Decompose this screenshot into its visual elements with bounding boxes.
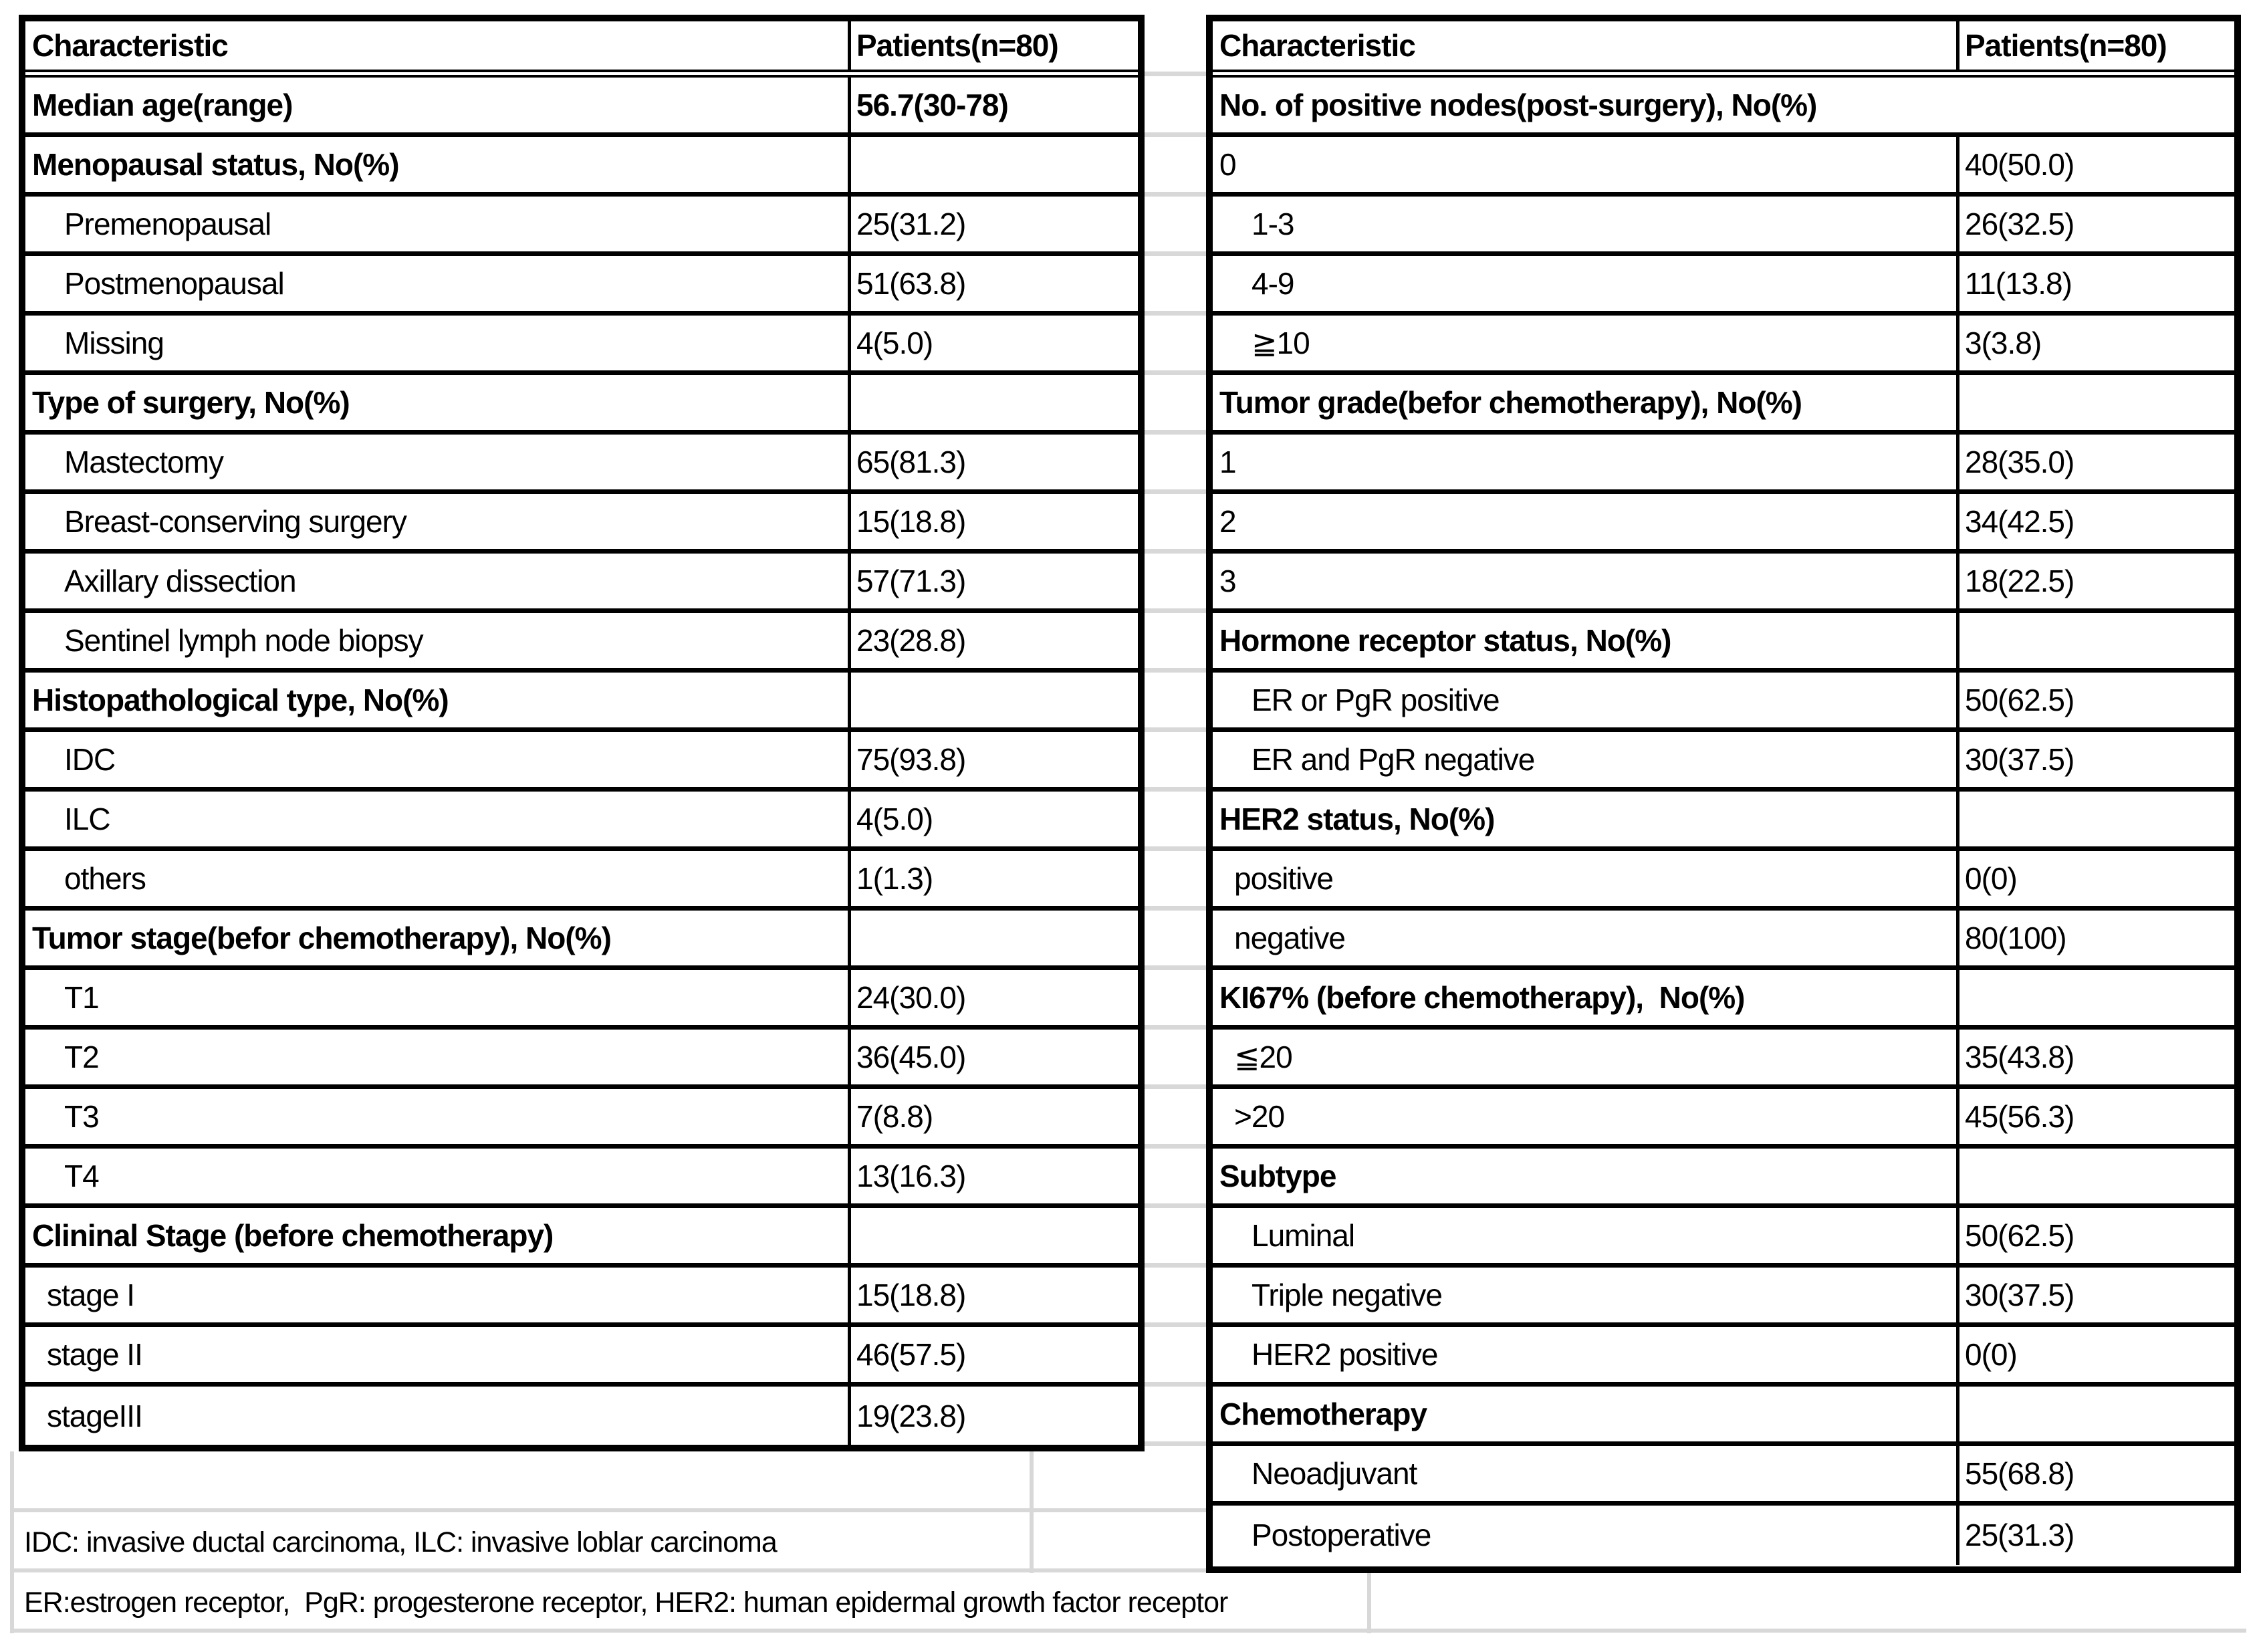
row-value [848, 673, 1138, 727]
row-label: Tumor grade(befor chemotherapy), No(%) [1219, 384, 1802, 420]
row-label: Median age(range) [32, 87, 293, 122]
row-label: positive [1234, 860, 1333, 896]
table-row [25, 970, 1138, 1030]
spreadsheet-gridline [1145, 1025, 1206, 1030]
table-row [1213, 197, 2234, 256]
table-row [25, 1149, 1138, 1208]
row-value: 30(37.5) [1956, 732, 2234, 787]
row-label: HER2 positive [1252, 1336, 1438, 1372]
row-label: ≧10 [1252, 325, 1310, 360]
row-value: 25(31.2) [848, 197, 1138, 251]
row-label: Sentinel lymph node biopsy [64, 622, 423, 658]
table-row [25, 256, 1138, 316]
row-value: 26(32.5) [1956, 197, 2234, 251]
table-row [25, 197, 1138, 256]
left-header-patients: Patients(n=80) [848, 21, 1138, 70]
row-label: ER or PgR positive [1252, 682, 1500, 717]
spreadsheet-gridline [1145, 370, 1206, 375]
row-label: stage I [47, 1277, 135, 1312]
row-label: Chemotherapy [1219, 1396, 1427, 1431]
row-value: 35(43.8) [1956, 1030, 2234, 1084]
table-row [1213, 1327, 2234, 1387]
spreadsheet-gridline [1145, 72, 1206, 76]
spreadsheet-gridline [1145, 1203, 1206, 1208]
table-row [1213, 316, 2234, 375]
row-value: 46(57.5) [848, 1327, 1138, 1382]
table-row [1213, 494, 2234, 554]
row-value: 50(62.5) [1956, 673, 2234, 727]
row-value: 80(100) [1956, 911, 2234, 965]
table-row [1213, 673, 2234, 732]
row-value [1956, 1149, 2234, 1203]
spreadsheet-gridline [1145, 311, 1206, 316]
spreadsheet-gridline [1145, 668, 1206, 673]
spreadsheet-gridline [1145, 251, 1206, 256]
table-row [1213, 1506, 2234, 1565]
spreadsheet-gridline [1145, 1144, 1206, 1149]
row-value [1956, 1387, 2234, 1441]
row-label: 2 [1219, 503, 1236, 539]
spreadsheet-gridline [1145, 1441, 1206, 1446]
row-label: 4-9 [1252, 265, 1294, 301]
table-row [25, 1208, 1138, 1268]
row-label: ≦20 [1234, 1039, 1292, 1074]
right-header-characteristic: Characteristic [1219, 27, 1415, 63]
row-label: 3 [1219, 563, 1236, 598]
row-label: others [64, 860, 146, 896]
spreadsheet-gridline [1145, 1263, 1206, 1268]
row-label: Tumor stage(befor chemotherapy), No(%) [32, 920, 611, 955]
table-row [1213, 1149, 2234, 1208]
spreadsheet-gridline [1145, 727, 1206, 732]
row-label: Neoadjuvant [1252, 1455, 1417, 1491]
row-value: 15(18.8) [848, 494, 1138, 549]
row-label: 1-3 [1252, 206, 1294, 241]
row-value: 56.7(30-78) [848, 78, 1138, 132]
row-value [1956, 375, 2234, 430]
row-label: stageIII [47, 1399, 142, 1434]
table-row [1213, 1446, 2234, 1506]
row-label: Mastectomy [64, 444, 223, 479]
row-value: 4(5.0) [848, 792, 1138, 846]
spreadsheet-gridline [1145, 965, 1206, 970]
table-row [25, 494, 1138, 554]
table-row [25, 554, 1138, 613]
row-label: Postoperative [1252, 1518, 1431, 1553]
row-label: No. of positive nodes(post-surgery), No(%) [1219, 87, 1817, 122]
spreadsheet-gridline [10, 1451, 14, 1633]
row-label: Type of surgery, No(%) [32, 384, 350, 420]
table-row [1213, 732, 2234, 792]
left-characteristics-table [19, 15, 1145, 1451]
table-row [1213, 970, 2234, 1030]
row-value: 15(18.8) [848, 1268, 1138, 1322]
table-row [25, 911, 1138, 970]
row-label: Breast-conserving surgery [64, 503, 406, 539]
row-value: 0(0) [1956, 851, 2234, 906]
left-table-header-row [25, 21, 1138, 78]
spreadsheet-gridline [1367, 1573, 1371, 1633]
table-row [25, 732, 1138, 792]
row-value: 4(5.0) [848, 316, 1138, 370]
table-row [25, 1089, 1138, 1149]
row-label: KI67% (before chemotherapy), No(%) [1219, 979, 1745, 1015]
spreadsheet-gridline [1145, 549, 1206, 554]
row-value: 55(68.8) [1956, 1446, 2234, 1501]
row-value: 50(62.5) [1956, 1208, 2234, 1263]
left-table-body [25, 78, 1138, 1446]
left-header-characteristic: Characteristic [32, 27, 228, 63]
spreadsheet-gridline [1145, 787, 1206, 792]
spreadsheet-gridline [1145, 608, 1206, 613]
row-label: stage II [47, 1336, 142, 1372]
row-value: 34(42.5) [1956, 494, 2234, 549]
row-label: ER and PgR negative [1252, 741, 1535, 777]
table-row [25, 375, 1138, 435]
row-value: 40(50.0) [1956, 137, 2234, 192]
row-value: 45(56.3) [1956, 1089, 2234, 1144]
table-row [25, 851, 1138, 911]
table-row [1213, 554, 2234, 613]
table-row [25, 137, 1138, 197]
row-value: 24(30.0) [848, 970, 1138, 1025]
table-row [1213, 1387, 2234, 1446]
row-value: 25(31.3) [1956, 1506, 2234, 1565]
row-label: 0 [1219, 146, 1236, 182]
row-label: Postmenopausal [64, 265, 284, 301]
row-value: 0(0) [1956, 1327, 2234, 1382]
table-row [1213, 256, 2234, 316]
row-value: 3(3.8) [1956, 316, 2234, 370]
table-row [1213, 137, 2234, 197]
spreadsheet-gridline [1145, 1382, 1206, 1387]
table-row [25, 1387, 1138, 1446]
table-row [1213, 792, 2234, 851]
row-value [848, 375, 1138, 430]
row-label: Luminal [1252, 1217, 1355, 1253]
spreadsheet-gridline [1145, 132, 1206, 137]
spreadsheet-gridline [1145, 846, 1206, 851]
row-value: 1(1.3) [848, 851, 1138, 906]
row-label: HER2 status, No(%) [1219, 801, 1495, 836]
footnote-abbreviations-er: ER:estrogen receptor, PgR: progesterone receptor, HER2: human epidermal growth factor receptor [24, 1586, 1228, 1619]
row-value [1956, 613, 2234, 668]
table-row [1213, 911, 2234, 970]
table-row [25, 673, 1138, 732]
row-value: 23(28.8) [848, 613, 1138, 668]
table-row [1213, 1208, 2234, 1268]
table-row [1213, 1268, 2234, 1327]
table-row [25, 1327, 1138, 1387]
table-row [25, 613, 1138, 673]
row-label: IDC [64, 741, 116, 777]
table-row [25, 1268, 1138, 1327]
row-value: 57(71.3) [848, 554, 1138, 608]
row-label: Triple negative [1252, 1277, 1443, 1312]
row-value [848, 137, 1138, 192]
row-label: Hormone receptor status, No(%) [1219, 622, 1671, 658]
table-row [1213, 613, 2234, 673]
row-label: T3 [64, 1098, 99, 1134]
row-value [1956, 792, 2234, 846]
row-label: T2 [64, 1039, 99, 1074]
spreadsheet-gridline [1145, 1322, 1206, 1327]
row-value: 75(93.8) [848, 732, 1138, 787]
row-value: 28(35.0) [1956, 435, 2234, 489]
spreadsheet-gridline [1145, 906, 1206, 911]
row-label: negative [1234, 920, 1345, 955]
row-value: 51(63.8) [848, 256, 1138, 311]
table-row [1213, 375, 2234, 435]
right-table-body [1213, 78, 2234, 1565]
table-row [1213, 1089, 2234, 1149]
table-row [25, 78, 1138, 137]
row-value [1956, 970, 2234, 1025]
row-label: Premenopausal [64, 206, 271, 241]
row-value [848, 911, 1138, 965]
row-label: >20 [1234, 1098, 1285, 1134]
spreadsheet-gridline [1030, 1451, 1034, 1573]
row-label: T4 [64, 1158, 99, 1193]
row-value: 18(22.5) [1956, 554, 2234, 608]
row-value: 19(23.8) [848, 1387, 1138, 1446]
footnote-abbreviations-idc: IDC: invasive ductal carcinoma, ILC: invasive loblar carcinoma [24, 1526, 777, 1558]
spreadsheet-gridline [1145, 489, 1206, 494]
table-row [25, 435, 1138, 494]
row-value: 11(13.8) [1956, 256, 2234, 311]
row-value: 7(8.8) [848, 1089, 1138, 1144]
table-row [25, 1030, 1138, 1089]
row-label: Subtype [1219, 1158, 1336, 1193]
row-value: 13(16.3) [848, 1149, 1138, 1203]
table-row [1213, 78, 2234, 137]
row-label: Axillary dissection [64, 563, 296, 598]
row-label: T1 [64, 979, 99, 1015]
right-header-patients: Patients(n=80) [1956, 21, 2234, 70]
spreadsheet-gridline [1145, 1084, 1206, 1089]
row-label: Menopausal status, No(%) [32, 146, 399, 182]
row-label: Histopathological type, No(%) [32, 682, 449, 717]
right-table-header-row [1213, 21, 2234, 78]
row-label: Missing [64, 325, 164, 360]
spreadsheet-gridline [1145, 192, 1206, 197]
row-label: 1 [1219, 444, 1236, 479]
row-label: ILC [64, 801, 110, 836]
row-value [848, 1208, 1138, 1263]
row-value: 65(81.3) [848, 435, 1138, 489]
table-row [1213, 1030, 2234, 1089]
table-row [25, 316, 1138, 375]
table-row [1213, 435, 2234, 494]
spreadsheet-gridline [1145, 430, 1206, 435]
row-value: 36(45.0) [848, 1030, 1138, 1084]
row-label: Clininal Stage (before chemotherapy) [32, 1217, 554, 1253]
table-row [1213, 851, 2234, 911]
row-value: 30(37.5) [1956, 1268, 2234, 1322]
right-characteristics-table [1206, 15, 2241, 1573]
table-row [25, 792, 1138, 851]
